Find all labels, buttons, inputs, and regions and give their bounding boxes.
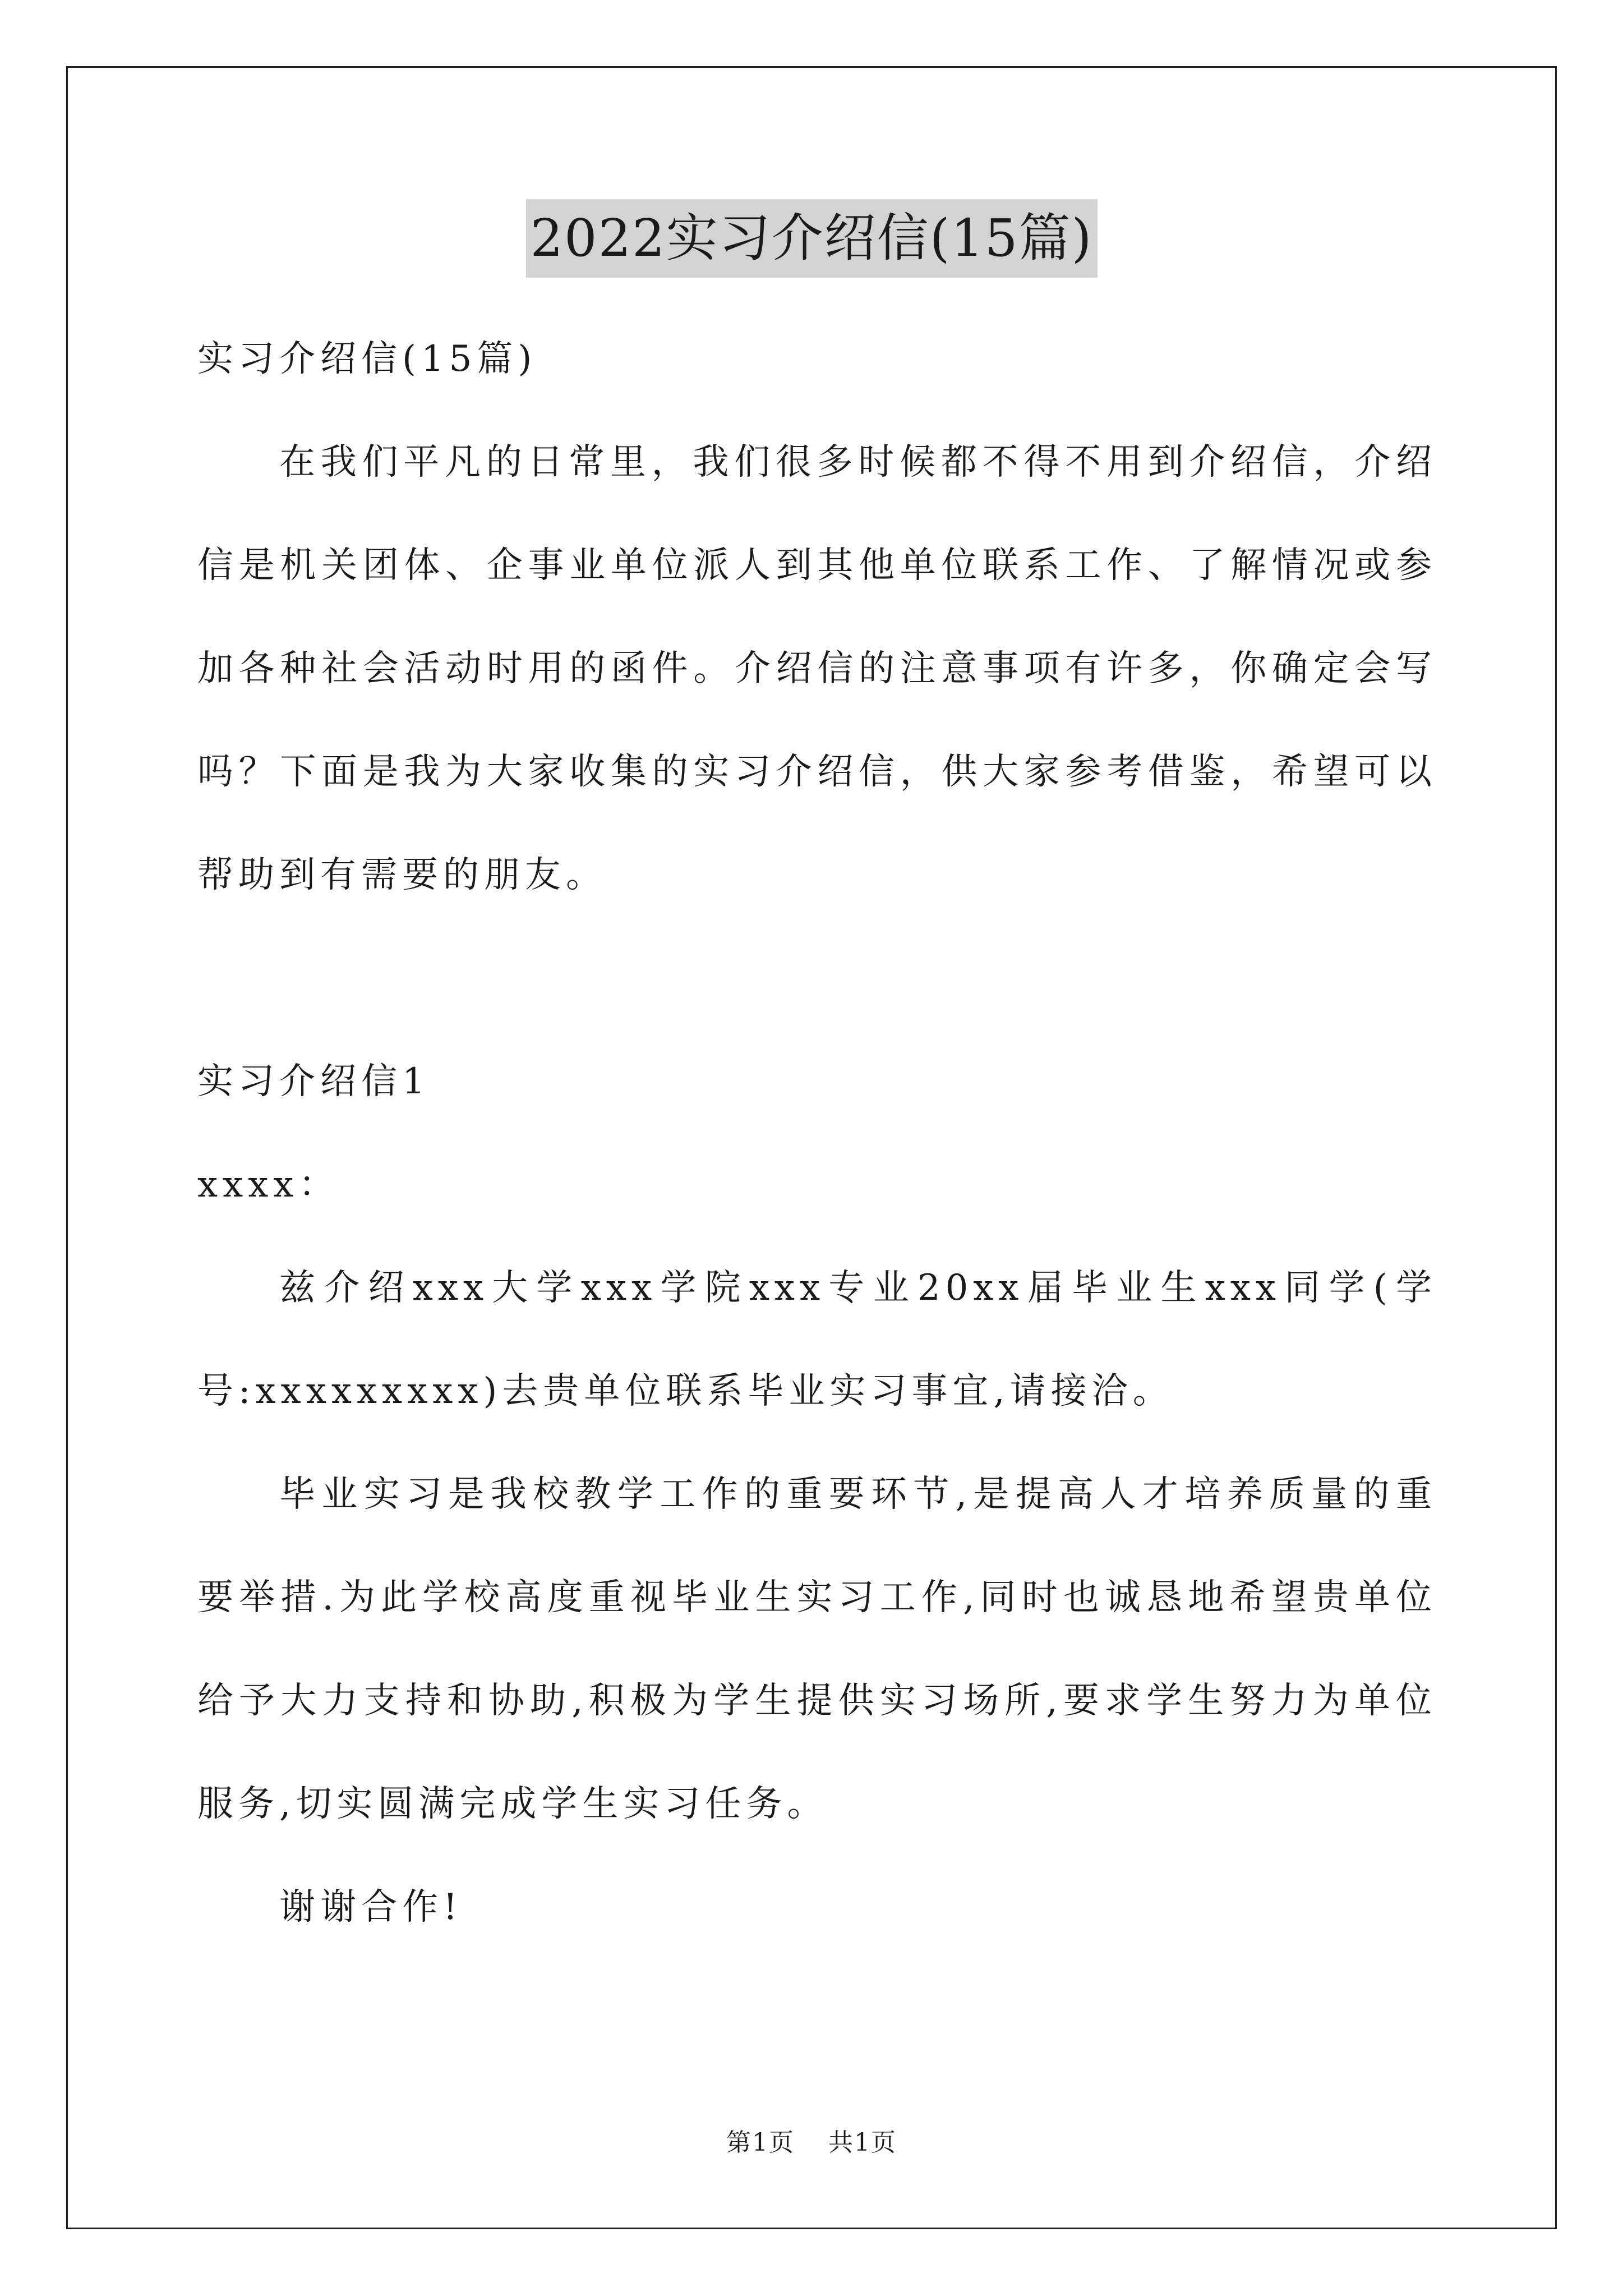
section-heading: 实习介绍信1 [197,1061,430,1102]
document-body [197,307,1437,1959]
closing-line: 谢谢合作! [279,1887,463,1928]
page-footer [0,2126,1623,2160]
document-subtitle: 实习介绍信(15篇) [197,338,537,380]
body-paragraph-2: 毕业实习是我校教学工作的重要环节,是提高人才培养质量的重要举措.为此学校高度重视毕业生实习工作,同时也诚恳地希望贵单位给予大力支持和协助,积极为学生提供实习场所,要求学生努力为单位服务,切实圆满完成学生实习任务。 [197,1474,1437,1825]
body-paragraph-1: 兹介绍xxx大学xxx学院xxx专业20xx届毕业生xxx同学(学号:xxxxxxxxx)去贵单位联系毕业实习事宜,请接洽。 [197,1267,1437,1412]
spacer [197,927,1437,1030]
page-number: 第1页 [726,2128,795,2157]
document-title: 2022实习介绍信(15篇) [526,199,1098,278]
salutation: xxxx： [197,1164,340,1205]
title-container [0,199,1623,278]
intro-paragraph: 在我们平凡的日常里，我们很多时候都不得不用到介绍信，介绍信是机关团体、企事业单位派人到其他单位联系工作、了解情况或参加各种社会活动时用的函件。介绍信的注意事项有许多，你确定会写吗？下面是我为大家收集的实习介绍信，供大家参考借鉴，希望可以帮助到有需要的朋友。 [197,441,1437,896]
page-total: 共1页 [828,2128,897,2157]
